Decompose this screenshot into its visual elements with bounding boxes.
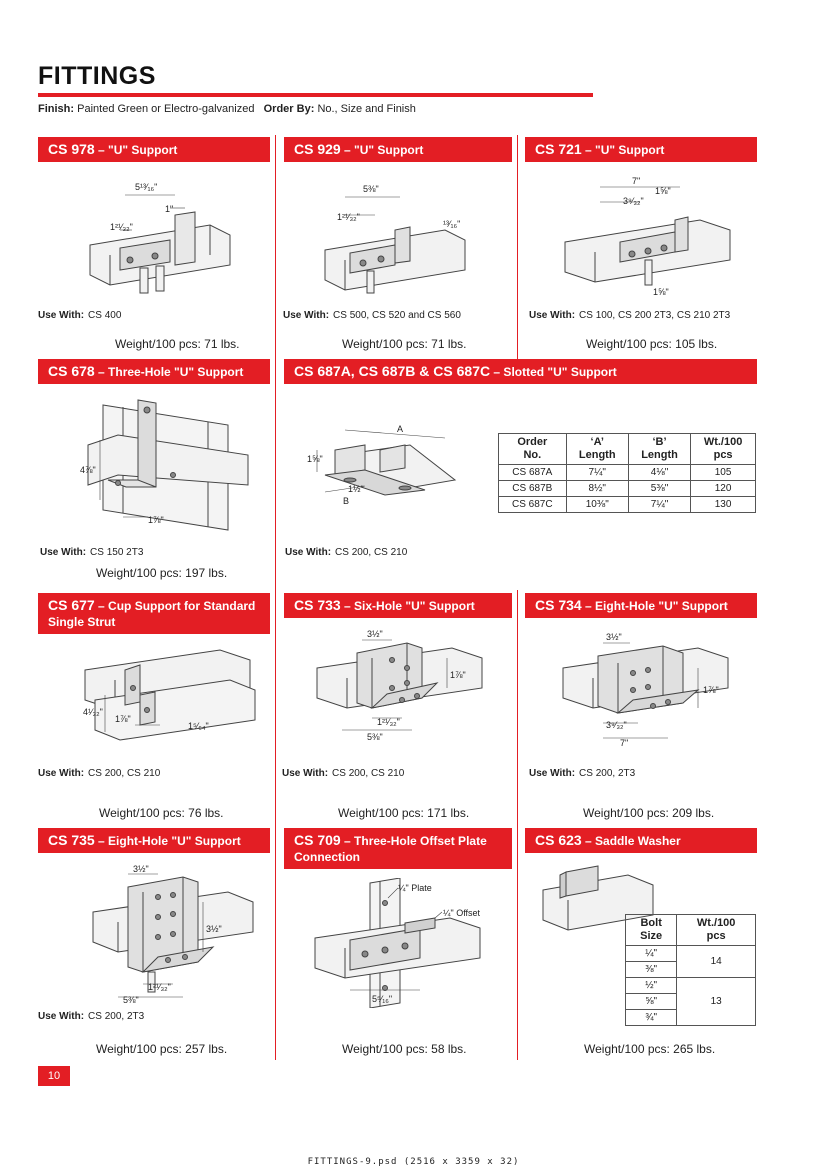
table-cell: CS 687A bbox=[499, 465, 567, 481]
dim-label: ¼" Plate bbox=[398, 883, 432, 893]
column-divider bbox=[275, 135, 276, 1060]
dim-label: 5⅜" bbox=[363, 184, 379, 194]
table-cell: 105 bbox=[691, 465, 756, 481]
section-header-cs709: CS 709 – Three-Hole Offset Plate Connection bbox=[284, 828, 512, 869]
section-header-cs677: CS 677 – Cup Support for Standard Single Strut bbox=[38, 593, 270, 634]
table-header: ‘A’ Length bbox=[566, 434, 628, 465]
table-cell: ⅜" bbox=[626, 962, 677, 978]
cs733-diagram bbox=[312, 628, 502, 748]
cs721-diagram bbox=[560, 172, 750, 302]
table-cell: ⅝" bbox=[626, 994, 677, 1010]
use-with-cs687: Use With: CS 200, CS 210 bbox=[285, 547, 408, 558]
dim-label: 3⁹⁄₃₂" bbox=[623, 196, 644, 206]
finish-value: Painted Green or Electro-galvanized bbox=[77, 103, 255, 115]
finish-label: Finish: bbox=[38, 103, 75, 115]
dim-label: 7" bbox=[632, 176, 641, 186]
cs677-diagram bbox=[80, 640, 260, 750]
weight-cs735: Weight/100 pcs: 257 lbs. bbox=[96, 1042, 228, 1056]
table-header: Wt./100 pcs bbox=[691, 434, 756, 465]
dim-label: 3⁹⁄₃₂" bbox=[606, 720, 627, 730]
dim-label: 1⅝" bbox=[307, 454, 323, 464]
table-header: Bolt Size bbox=[626, 915, 677, 946]
section-header-cs687: CS 687A, CS 687B & CS 687C – Slotted "U" Support bbox=[284, 359, 757, 384]
use-with-cs929: Use With: CS 500, CS 520 and CS 560 bbox=[283, 310, 461, 321]
dim-label: 5¹³⁄₁₆" bbox=[135, 182, 158, 192]
dim-label: 3½" bbox=[133, 864, 149, 874]
weight-cs734: Weight/100 pcs: 209 lbs. bbox=[583, 806, 715, 820]
table-cell: ¾" bbox=[626, 1010, 677, 1026]
section-header-cs721: CS 721 – "U" Support bbox=[525, 137, 757, 162]
table-header-row bbox=[499, 434, 756, 465]
table-header: ‘B’ Length bbox=[628, 434, 690, 465]
table-row bbox=[499, 465, 756, 481]
dim-label: 1²¹⁄₃₂" bbox=[110, 222, 133, 232]
table-cell: 10⅜" bbox=[566, 497, 628, 513]
table-cell: ½" bbox=[626, 978, 677, 994]
table-cell: 4⅛" bbox=[628, 465, 690, 481]
cs735-diagram bbox=[88, 862, 258, 1007]
use-with-cs721: Use With: CS 100, CS 200 2T3, CS 210 2T3 bbox=[529, 310, 731, 321]
dim-label: 1½" bbox=[348, 484, 364, 494]
dim-label: 1⁵⁄₆₄" bbox=[188, 721, 209, 731]
table-header: Wt./100 pcs bbox=[677, 915, 756, 946]
dim-label: 3½" bbox=[206, 924, 222, 934]
section-header-cs678: CS 678 – Three-Hole "U" Support bbox=[38, 359, 270, 384]
section-header-cs929: CS 929 – "U" Support bbox=[284, 137, 512, 162]
cs687-diagram bbox=[305, 420, 480, 510]
dim-label: 1⅝" bbox=[653, 287, 669, 297]
dim-label: 1⅞" bbox=[115, 714, 131, 724]
use-with-cs733: Use With: CS 200, CS 210 bbox=[282, 768, 405, 779]
table-cell: 130 bbox=[691, 497, 756, 513]
table-cell: ¼" bbox=[626, 946, 677, 962]
dim-label: 3½" bbox=[367, 629, 383, 639]
order-label: Order By: bbox=[263, 103, 315, 115]
dim-label: 1⅝" bbox=[655, 186, 671, 196]
cs687-spec-table bbox=[498, 433, 756, 513]
section-header-cs623: CS 623 – Saddle Washer bbox=[525, 828, 757, 853]
weight-cs978: Weight/100 pcs: 71 lbs. bbox=[115, 337, 240, 351]
use-with-cs677: Use With: CS 200, CS 210 bbox=[38, 768, 161, 779]
cs709-diagram bbox=[310, 878, 510, 1008]
cs623-spec-table bbox=[625, 914, 756, 1026]
dim-label: 7" bbox=[620, 738, 629, 748]
weight-cs677: Weight/100 pcs: 76 lbs. bbox=[99, 806, 224, 820]
title-rule bbox=[38, 93, 593, 97]
cs929-diagram bbox=[315, 175, 495, 300]
table-cell: 7¼" bbox=[628, 497, 690, 513]
table-row bbox=[499, 497, 756, 513]
table-row bbox=[626, 978, 756, 994]
section-header-cs978: CS 978 – "U" Support bbox=[38, 137, 270, 162]
weight-cs929: Weight/100 pcs: 71 lbs. bbox=[342, 337, 467, 351]
table-cell: 120 bbox=[691, 481, 756, 497]
weight-cs623: Weight/100 pcs: 265 lbs. bbox=[584, 1042, 716, 1056]
column-divider bbox=[517, 135, 518, 360]
dim-label: 4⅞" bbox=[80, 465, 96, 475]
table-cell: 13 bbox=[677, 978, 756, 1026]
page-number: 10 bbox=[38, 1066, 70, 1086]
table-row bbox=[626, 946, 756, 962]
dim-label: 5⅜" bbox=[123, 995, 139, 1005]
table-cell: 14 bbox=[677, 946, 756, 978]
cs734-diagram bbox=[558, 628, 748, 753]
dim-label: 5⁵⁄₁₆" bbox=[372, 994, 393, 1004]
table-header-row bbox=[626, 915, 756, 946]
dim-label: 1⅞" bbox=[148, 515, 164, 525]
dim-label: 3½" bbox=[606, 632, 622, 642]
use-with-cs678: Use With: CS 150 2T3 bbox=[40, 547, 144, 558]
table-row bbox=[499, 481, 756, 497]
section-header-cs735: CS 735 – Eight-Hole "U" Support bbox=[38, 828, 270, 853]
dim-label: 1²¹⁄₃₂" bbox=[148, 982, 171, 992]
weight-cs733: Weight/100 pcs: 171 lbs. bbox=[338, 806, 470, 820]
dim-label: A bbox=[397, 424, 404, 434]
order-value: No., Size and Finish bbox=[317, 103, 416, 115]
weight-cs709: Weight/100 pcs: 58 lbs. bbox=[342, 1042, 467, 1056]
table-cell: CS 687B bbox=[499, 481, 567, 497]
dim-label: ¹³⁄₁₆" bbox=[443, 219, 461, 229]
table-cell: 5⅜" bbox=[628, 481, 690, 497]
table-cell: 8½" bbox=[566, 481, 628, 497]
use-with-cs734: Use With: CS 200, 2T3 bbox=[529, 768, 636, 779]
weight-cs721: Weight/100 pcs: 105 lbs. bbox=[586, 337, 718, 351]
column-divider bbox=[517, 590, 518, 1060]
table-cell: 7¼" bbox=[566, 465, 628, 481]
section-header-cs734: CS 734 – Eight-Hole "U" Support bbox=[525, 593, 757, 618]
section-header-cs733: CS 733 – Six-Hole "U" Support bbox=[284, 593, 512, 618]
finish-line bbox=[38, 103, 416, 115]
use-with-cs735: Use With: CS 200, 2T3 bbox=[38, 1011, 145, 1022]
dim-label: 1²¹⁄₃₂" bbox=[377, 717, 400, 727]
cs678-diagram bbox=[78, 395, 253, 535]
dim-label: 5⅜" bbox=[367, 732, 383, 742]
use-with-cs978: Use With: CS 400 bbox=[38, 310, 122, 321]
cs978-diagram bbox=[80, 170, 260, 300]
dim-label: ¼" Offset bbox=[443, 908, 481, 918]
table-cell: CS 687C bbox=[499, 497, 567, 513]
dim-label: 1⅞" bbox=[450, 670, 466, 680]
weight-cs678: Weight/100 pcs: 197 lbs. bbox=[96, 566, 228, 580]
dim-label: 4¹⁄₃₂" bbox=[83, 707, 103, 717]
table-header: Order No. bbox=[499, 434, 567, 465]
file-footer: FITTINGS-9.psd (2516 x 3359 x 32) bbox=[307, 1157, 520, 1167]
dim-label: 1⅞" bbox=[703, 685, 719, 695]
dim-label: B bbox=[343, 496, 350, 506]
page-title: FITTINGS bbox=[38, 62, 156, 90]
dim-label: 1²¹⁄₃₂" bbox=[337, 212, 360, 222]
dim-label: 1" bbox=[165, 204, 174, 214]
